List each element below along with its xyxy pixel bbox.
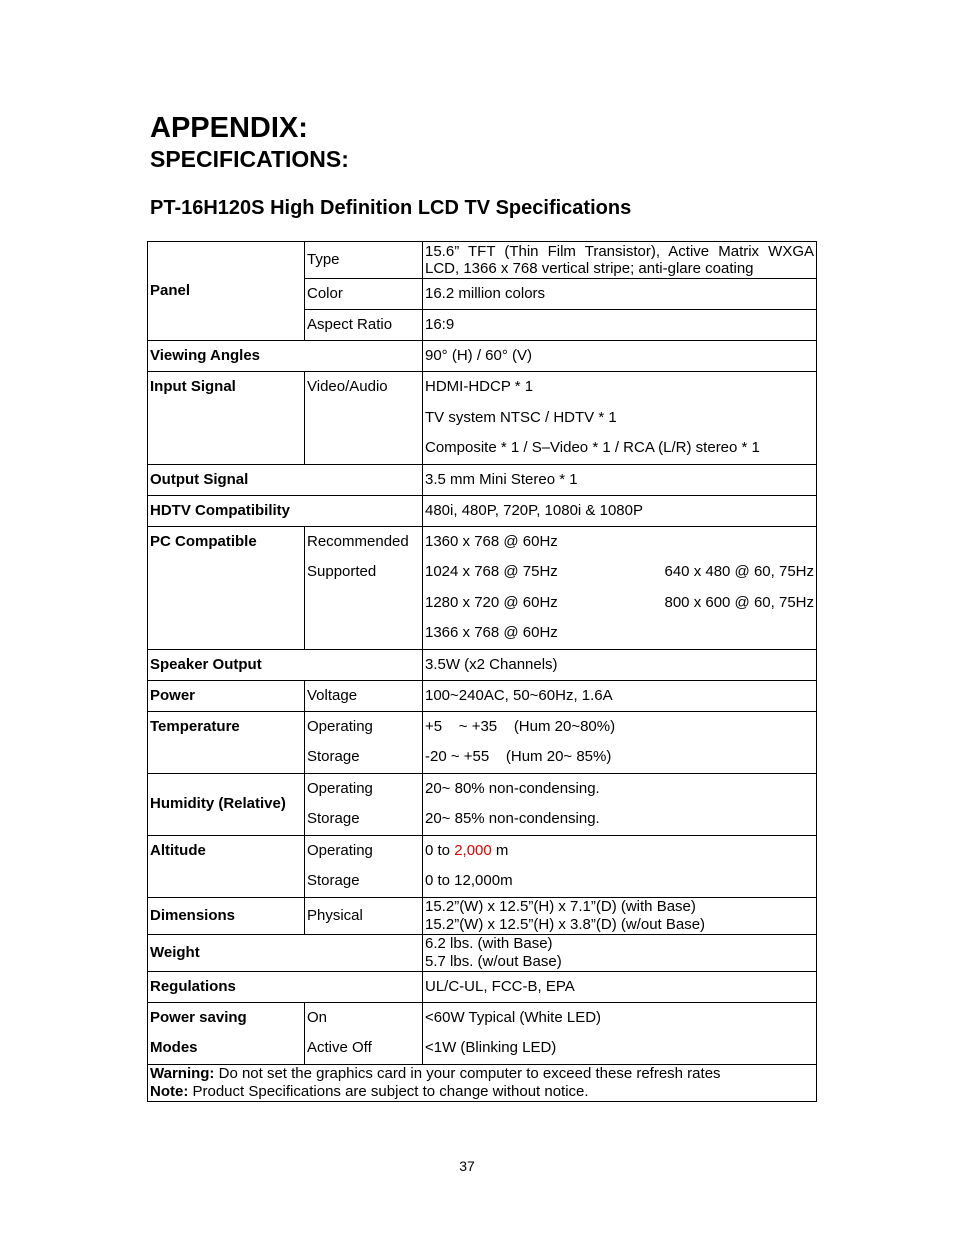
table-row [148, 971, 817, 1002]
temperature-storage-label: Storage [307, 748, 360, 765]
panel-type-value: 15.6” TFT (Thin Film Transistor), Active Matrix WXGA LCD, 1366 x 768 vertical stripe; anti-glare coating [423, 242, 817, 279]
altitude-values [423, 835, 817, 897]
altitude-label: Altitude [148, 835, 305, 897]
panel-color-value: 16.2 million colors [423, 279, 817, 310]
dimensions-line: 15.2”(W) x 12.5”(H) x 3.8”(D) (w/out Base) [425, 915, 706, 933]
specifications-table [147, 241, 817, 1102]
specifications-heading: SPECIFICATIONS: [150, 146, 349, 172]
table-row [148, 526, 817, 649]
temperature-label: Temperature [148, 711, 305, 773]
hdtv-value: 480i, 480P, 720P, 1080i & 1080P [423, 495, 817, 526]
power-sublabel: Voltage [305, 680, 423, 711]
altitude-highlight: 2,000 [454, 841, 492, 859]
pc-recommended-value: 1360 x 768 @ 60Hz [425, 532, 558, 550]
table-row [148, 773, 817, 835]
table-row [148, 464, 817, 495]
weight-line: 5.7 lbs. (w/out Base) [425, 952, 562, 970]
power-saving-values [423, 1002, 817, 1064]
table-row [148, 495, 817, 526]
power-saving-off-label: Active Off [307, 1039, 372, 1056]
input-signal-values [423, 372, 817, 465]
pc-supported-value: 1366 x 768 @ 60Hz [425, 624, 558, 641]
table-row [148, 341, 817, 372]
panel-label: Panel [148, 242, 305, 341]
notes-cell [148, 1064, 817, 1101]
regulations-value: UL/C-UL, FCC-B, EPA [423, 971, 817, 1002]
speaker-label: Speaker Output [148, 649, 423, 680]
viewing-angles-value: 90° (H) / 60° (V) [423, 341, 817, 372]
input-signal-label: Input Signal [148, 372, 305, 465]
pc-supported-value: 1280 x 720 @ 60Hz [425, 593, 558, 611]
warning-note: Warning: Do not set the graphics card in your computer to exceed these refresh rates [150, 1065, 721, 1082]
humidity-operating-value: 20~ 80% non-condensing. [425, 779, 600, 797]
power-saving-off-value: <1W (Blinking LED) [425, 1039, 557, 1056]
power-label: Power [148, 680, 305, 711]
weight-values [423, 934, 817, 971]
altitude-operating-label: Operating [307, 841, 373, 859]
power-saving-sublabels [305, 1002, 423, 1064]
temperature-operating-value: +5 ~ +35 (Hum 20~80%) [425, 717, 616, 735]
dimensions-line: 15.2”(W) x 12.5”(H) x 7.1”(D) (with Base) [425, 898, 696, 915]
humidity-values [423, 773, 817, 835]
dimensions-label: Dimensions [148, 897, 305, 934]
input-signal-value: HDMI-HDCP * 1 [425, 378, 534, 395]
output-signal-label: Output Signal [148, 464, 423, 495]
dimensions-sublabel: Physical [305, 897, 423, 934]
humidity-sublabels [305, 773, 423, 835]
weight-line: 6.2 lbs. (with Base) [425, 935, 553, 952]
pc-supported-value: 1024 x 768 @ 75Hz [425, 563, 558, 580]
product-note: Note: Product Specifications are subject to change without notice. [150, 1082, 589, 1100]
power-value: 100~240AC, 50~60Hz, 1.6A [423, 680, 817, 711]
altitude-storage-label: Storage [307, 872, 360, 889]
page-number: 37 [459, 1158, 475, 1174]
table-row [148, 934, 817, 971]
appendix-heading: APPENDIX: [150, 112, 308, 144]
temperature-values [423, 711, 817, 773]
pc-supported-value: 640 x 480 @ 60, 75Hz [664, 563, 814, 580]
input-signal-sublabel: Video/Audio [305, 372, 423, 465]
input-signal-value: Composite * 1 / S–Video * 1 / RCA (L/R) stereo * 1 [425, 439, 760, 456]
viewing-angles-label: Viewing Angles [148, 341, 423, 372]
power-saving-on-value: <60W Typical (White LED) [425, 1008, 602, 1026]
hdtv-label: HDTV Compatibility [148, 495, 423, 526]
table-row [148, 1002, 817, 1064]
pc-compatible-sublabels [305, 526, 423, 649]
panel-color-label: Color [305, 279, 423, 310]
table-row [148, 372, 817, 465]
humidity-storage-label: Storage [307, 810, 360, 827]
input-signal-value: TV system NTSC / HDTV * 1 [425, 408, 617, 426]
altitude-sublabels [305, 835, 423, 897]
output-signal-value: 3.5 mm Mini Stereo * 1 [423, 464, 817, 495]
weight-label: Weight [148, 934, 423, 971]
dimensions-values [423, 897, 817, 934]
power-saving-on-label: On [307, 1008, 328, 1026]
panel-aspect-label: Aspect Ratio [305, 310, 423, 341]
table-row [148, 242, 817, 279]
pc-compatible-values [423, 526, 817, 649]
pc-supported-value: 800 x 600 @ 60, 75Hz [664, 593, 814, 611]
pc-supported-label: Supported [307, 563, 377, 580]
humidity-operating-label: Operating [307, 779, 373, 797]
humidity-storage-value: 20~ 85% non-condensing. [425, 810, 600, 827]
pc-supported-row [425, 557, 814, 588]
temperature-storage-value: -20 ~ +55 (Hum 20~ 85%) [425, 748, 612, 765]
humidity-label: Humidity (Relative) [148, 773, 305, 835]
altitude-storage-value: 0 to 12,000m [425, 872, 513, 889]
table-row [148, 835, 817, 897]
pc-recommended-label: Recommended [307, 532, 409, 550]
table-row [148, 897, 817, 934]
table-row [148, 1064, 817, 1101]
temperature-operating-label: Operating [307, 717, 373, 735]
pc-supported-row [425, 618, 814, 649]
power-saving-label: Power saving Modes [148, 1002, 305, 1064]
pc-compatible-label: PC Compatible [148, 526, 305, 649]
panel-aspect-value: 16:9 [423, 310, 817, 341]
temperature-sublabels [305, 711, 423, 773]
table-row [148, 711, 817, 773]
pc-supported-row [425, 588, 814, 619]
speaker-value: 3.5W (x2 Channels) [423, 649, 817, 680]
table-row [148, 680, 817, 711]
regulations-label: Regulations [148, 971, 423, 1002]
panel-type-label: Type [305, 242, 423, 279]
altitude-operating-value: 0 to 2,000 m [425, 841, 509, 859]
table-row [148, 649, 817, 680]
model-subtitle: PT-16H120S High Definition LCD TV Specifications [150, 197, 632, 219]
